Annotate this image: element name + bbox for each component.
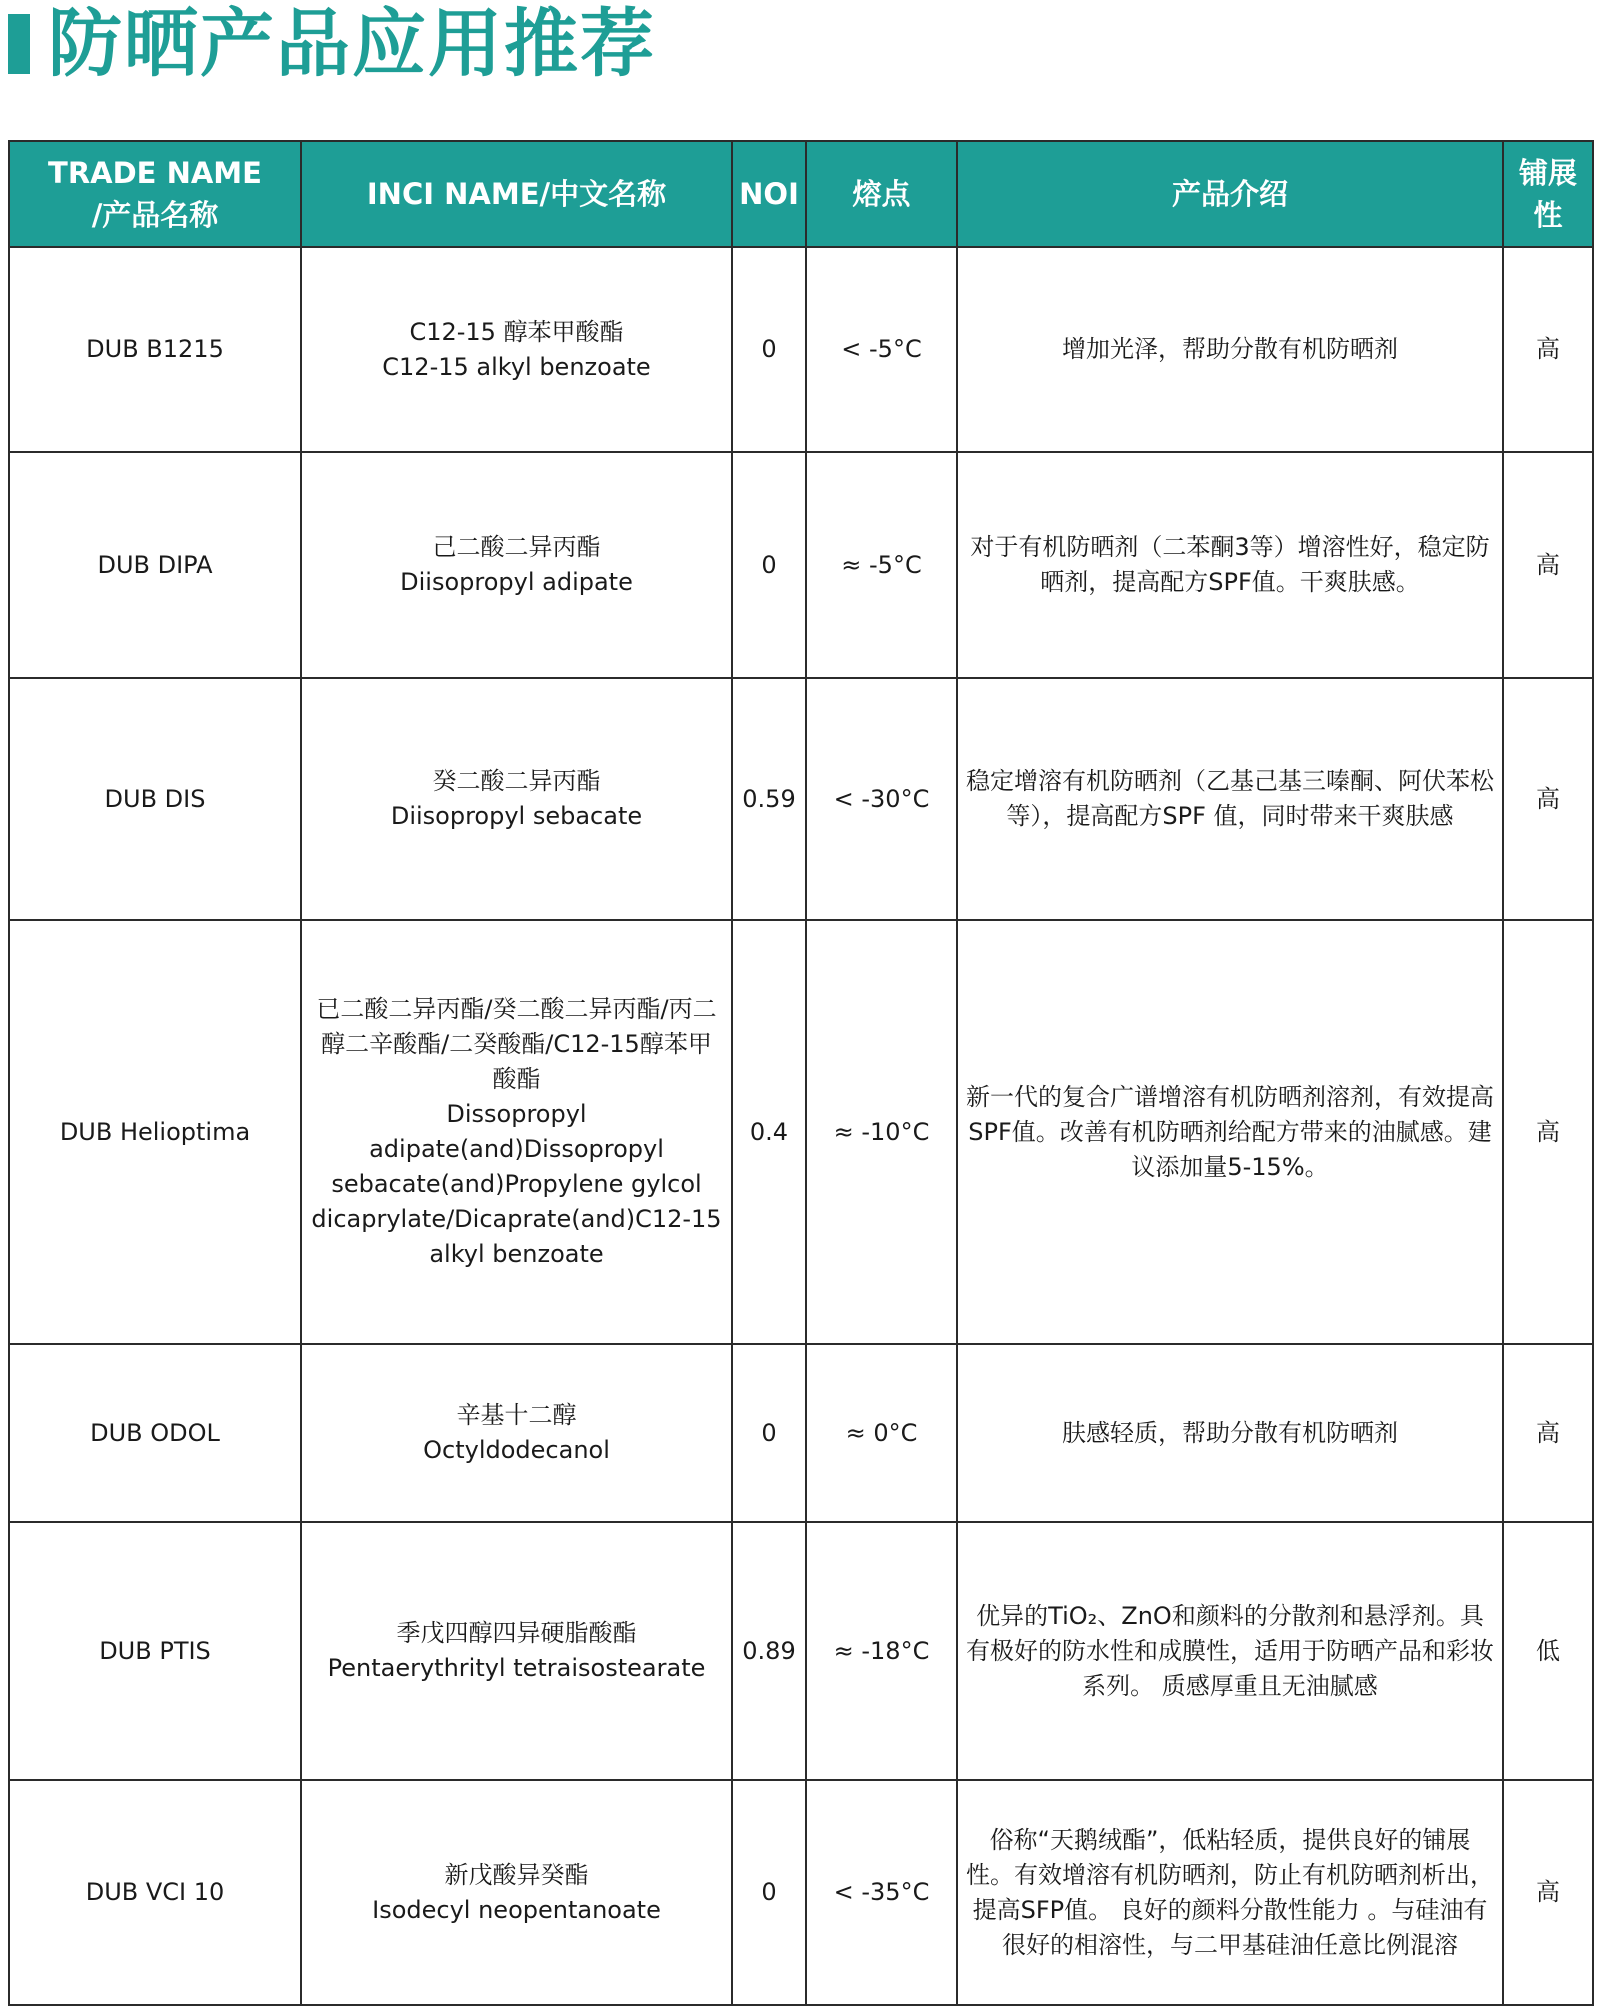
- inci-chinese-name: 癸二酸二异丙酯: [432, 767, 601, 795]
- spreadability-cell: 高: [1503, 678, 1593, 920]
- spreadability-cell: 高: [1503, 1344, 1593, 1522]
- inci-chinese-name: 新戊酸异癸酯: [444, 1860, 589, 1889]
- header-inci-name: INCI NAME/中文名称: [301, 141, 732, 247]
- inci-chinese-name: 辛基十二醇: [456, 1401, 577, 1429]
- trade-name-cell: DUB VCI 10: [9, 1780, 301, 2005]
- noi-cell: 0: [732, 247, 806, 452]
- description-cell: 优异的TiO₂、ZnO和颜料的分散剂和悬浮剂。具有极好的防水性和成膜性，适用于防晒产品和彩妆系列。 质感厚重且无油腻感: [957, 1522, 1503, 1780]
- noi-cell: 0: [732, 1780, 806, 2005]
- description-cell: 新一代的复合广谱增溶有机防晒剂溶剂，有效提高SPF值。改善有机防晒剂给配方带来的油腻感。建议添加量5-15%。: [957, 920, 1503, 1344]
- inci-name-cell: [301, 1344, 732, 1522]
- melting-point-cell: < -35°C: [806, 1780, 957, 2005]
- description-cell: 对于有机防晒剂（二苯酮3等）增溶性好，稳定防晒剂，提高配方SPF值。干爽肤感。: [957, 452, 1503, 678]
- table-row: [9, 678, 1593, 920]
- inci-chinese-name: C12-15 醇苯甲酸酯: [409, 317, 624, 346]
- noi-cell: 0.4: [732, 920, 806, 1344]
- header-spreadability: 铺展 性: [1503, 141, 1593, 247]
- inci-english-name: Diisopropyl sebacate: [390, 802, 643, 830]
- spreadability-cell: 低: [1503, 1522, 1593, 1780]
- noi-cell: 0: [732, 452, 806, 678]
- inci-english-name: C12-15 alkyl benzoate: [382, 352, 651, 381]
- header-melting-point: 熔点: [806, 141, 957, 247]
- description-cell: 俗称“天鹅绒酯”，低粘轻质，提供良好的铺展性。有效增溶有机防晒剂，防止有机防晒剂析出，提高SFP值。 良好的颜料分散性能力 。与硅油有很好的相溶性，与二甲基硅油任意比例混溶: [957, 1780, 1503, 2005]
- inci-name-cell: [301, 1780, 732, 2005]
- description-cell: 肤感轻质，帮助分散有机防晒剂: [957, 1344, 1503, 1522]
- inci-name-cell: [301, 678, 732, 920]
- melting-point-cell: < -5°C: [806, 247, 957, 452]
- title-accent-bar: [8, 14, 30, 74]
- trade-name-cell: DUB ODOL: [9, 1344, 301, 1522]
- inci-english-name: Octyldodecanol: [423, 1436, 610, 1464]
- inci-english-name: Dissopropyl adipate(and)Dissopropyl sebacate(and)Propylene gylcol dicaprylate/Dicaprate(and)C12-15 alkyl benzoate: [311, 1100, 722, 1268]
- header-description: 产品介绍: [957, 141, 1503, 247]
- melting-point-cell: ≈ -18°C: [806, 1522, 957, 1780]
- table-row: [9, 452, 1593, 678]
- inci-english-name: Pentaerythrityl tetraisostearate: [327, 1654, 706, 1682]
- spreadability-cell: 高: [1503, 452, 1593, 678]
- inci-chinese-name: 季戊四醇四异硬脂酸酯: [396, 1619, 637, 1647]
- table-row: [9, 247, 1593, 452]
- inci-name-cell: [301, 920, 732, 1344]
- inci-english-name: Diisopropyl adipate: [400, 568, 633, 596]
- description-cell: 稳定增溶有机防晒剂（乙基己基三嗪酮、阿伏苯松等），提高配方SPF 值，同时带来干爽肤感: [957, 678, 1503, 920]
- trade-name-cell: DUB PTIS: [9, 1522, 301, 1780]
- noi-cell: 0.59: [732, 678, 806, 920]
- table-row: [9, 1780, 1593, 2005]
- header-trade-name: TRADE NAME /产品名称: [9, 141, 301, 247]
- spreadability-cell: 高: [1503, 1780, 1593, 2005]
- melting-point-cell: < -30°C: [806, 678, 957, 920]
- melting-point-cell: ≈ 0°C: [806, 1344, 957, 1522]
- product-table: [8, 140, 1594, 2006]
- trade-name-cell: DUB DIPA: [9, 452, 301, 678]
- spreadability-cell: 高: [1503, 920, 1593, 1344]
- trade-name-cell: DUB B1215: [9, 247, 301, 452]
- table-row: [9, 1522, 1593, 1780]
- table-row: [9, 1344, 1593, 1522]
- page-title: 防晒产品应用推荐: [48, 1, 656, 87]
- trade-name-cell: DUB DIS: [9, 678, 301, 920]
- noi-cell: 0: [732, 1344, 806, 1522]
- table-header-row: [9, 141, 1593, 247]
- inci-chinese-name: 己二酸二异丙酯: [432, 533, 601, 561]
- inci-name-cell: [301, 452, 732, 678]
- header-noi: NOI: [732, 141, 806, 247]
- melting-point-cell: ≈ -10°C: [806, 920, 957, 1344]
- noi-cell: 0.89: [732, 1522, 806, 1780]
- inci-name-cell: [301, 1522, 732, 1780]
- description-cell: 增加光泽，帮助分散有机防晒剂: [957, 247, 1503, 452]
- inci-name-cell: [301, 247, 732, 452]
- melting-point-cell: ≈ -5°C: [806, 452, 957, 678]
- inci-chinese-name: 已二酸二异丙酯/癸二酸二异丙酯/丙二醇二辛酸酯/二癸酸酯/C12-15醇苯甲酸酯: [316, 995, 717, 1093]
- spreadability-cell: 高: [1503, 247, 1593, 452]
- page-header: [8, 1, 656, 87]
- table-row: [9, 920, 1593, 1344]
- trade-name-cell: DUB Helioptima: [9, 920, 301, 1344]
- inci-english-name: Isodecyl neopentanoate: [372, 1895, 661, 1924]
